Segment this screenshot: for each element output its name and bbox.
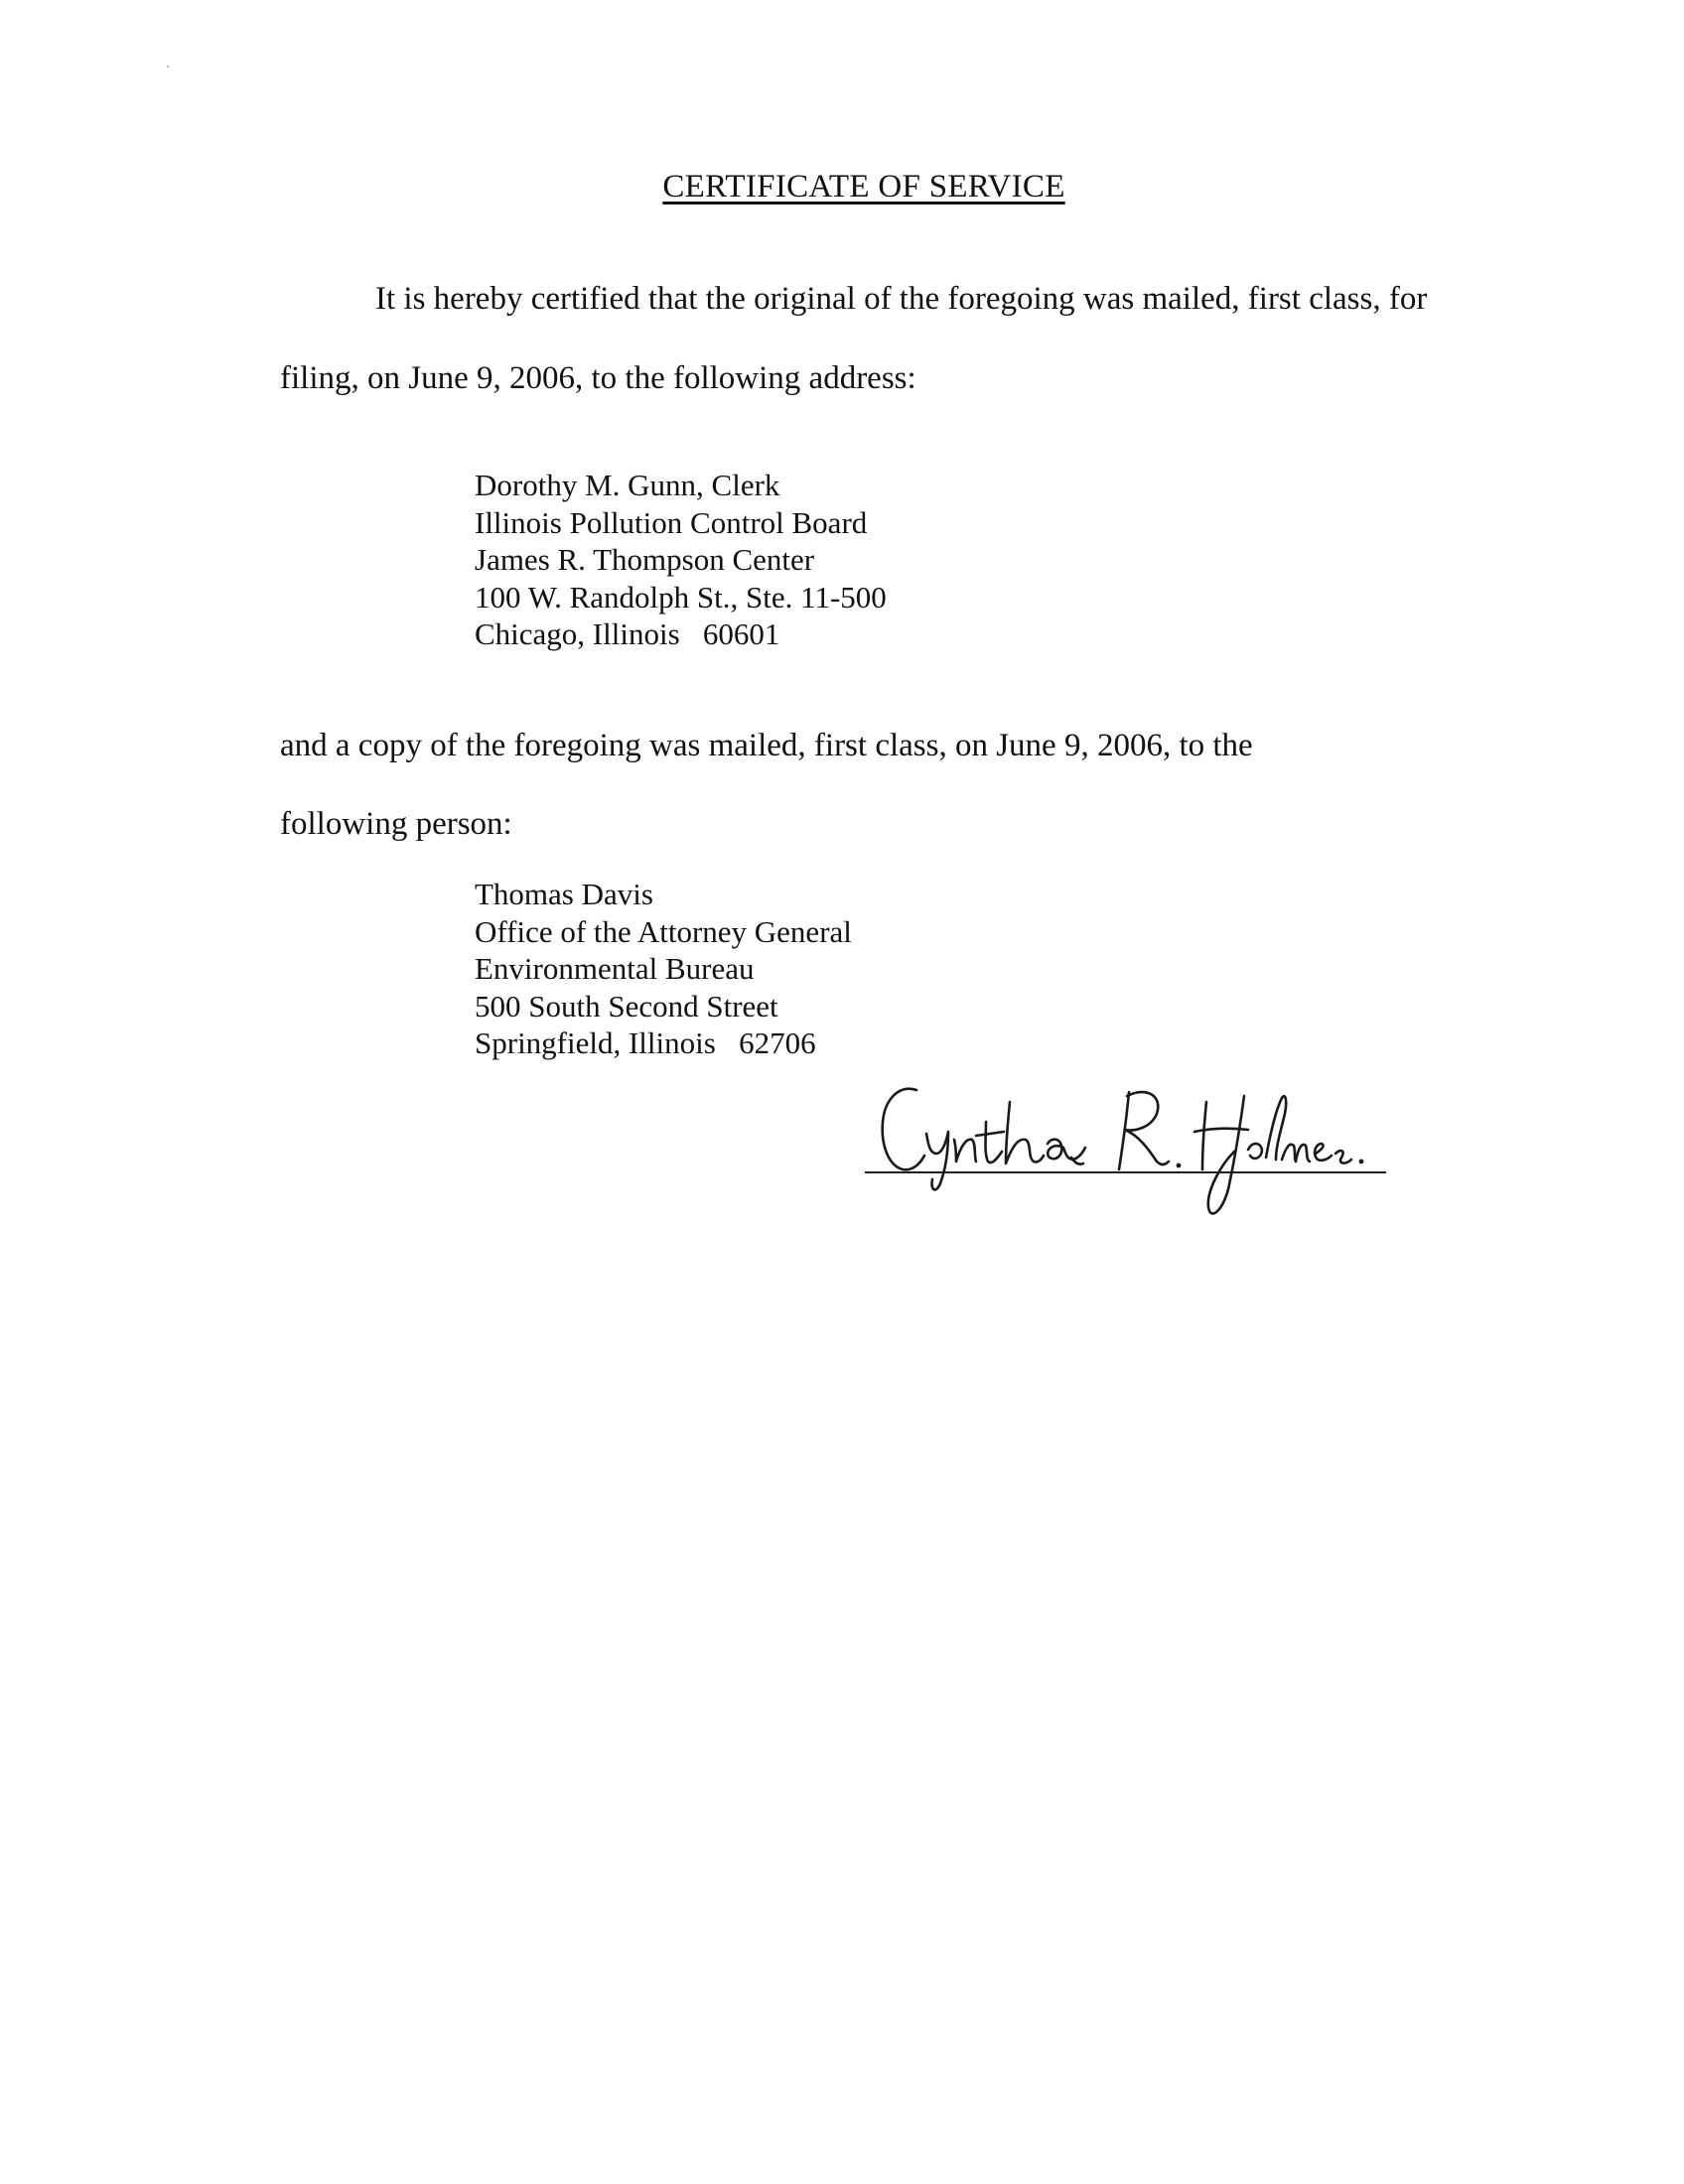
address-line: Springfield, Illinois 62706: [475, 1025, 816, 1060]
address-line: Chicago, Illinois 60601: [475, 616, 780, 651]
address-line: Office of the Attorney General: [475, 913, 852, 949]
paragraph2-line2: following person:: [280, 806, 512, 842]
address-line: Illinois Pollution Control Board: [475, 504, 868, 540]
address-line: James R. Thompson Center: [475, 542, 815, 577]
paragraph1-line1: It is hereby certified that the original of the foregoing was mailed, first class, for: [375, 281, 1428, 317]
address-line: Thomas Davis: [475, 877, 653, 911]
signature-block: [859, 1062, 1395, 1231]
scan-artifact: [167, 66, 169, 68]
recipient-address-clerk: [475, 467, 887, 653]
address-line: 500 South Second Street: [475, 988, 778, 1024]
recipient-address-attorney: [475, 876, 852, 1062]
paragraph1-line2: filing, on June 9, 2006, to the following address:: [280, 360, 916, 396]
document-title: CERTIFICATE OF SERVICE: [662, 169, 1065, 205]
address-line: Dorothy M. Gunn, Clerk: [475, 468, 780, 502]
address-line: 100 W. Randolph St., Ste. 11-500: [475, 579, 887, 614]
handwritten-signature: [859, 1062, 1395, 1231]
address-line: Environmental Bureau: [475, 951, 755, 986]
paragraph2-line1: and a copy of the foregoing was mailed, first class, on June 9, 2006, to the: [280, 728, 1253, 763]
